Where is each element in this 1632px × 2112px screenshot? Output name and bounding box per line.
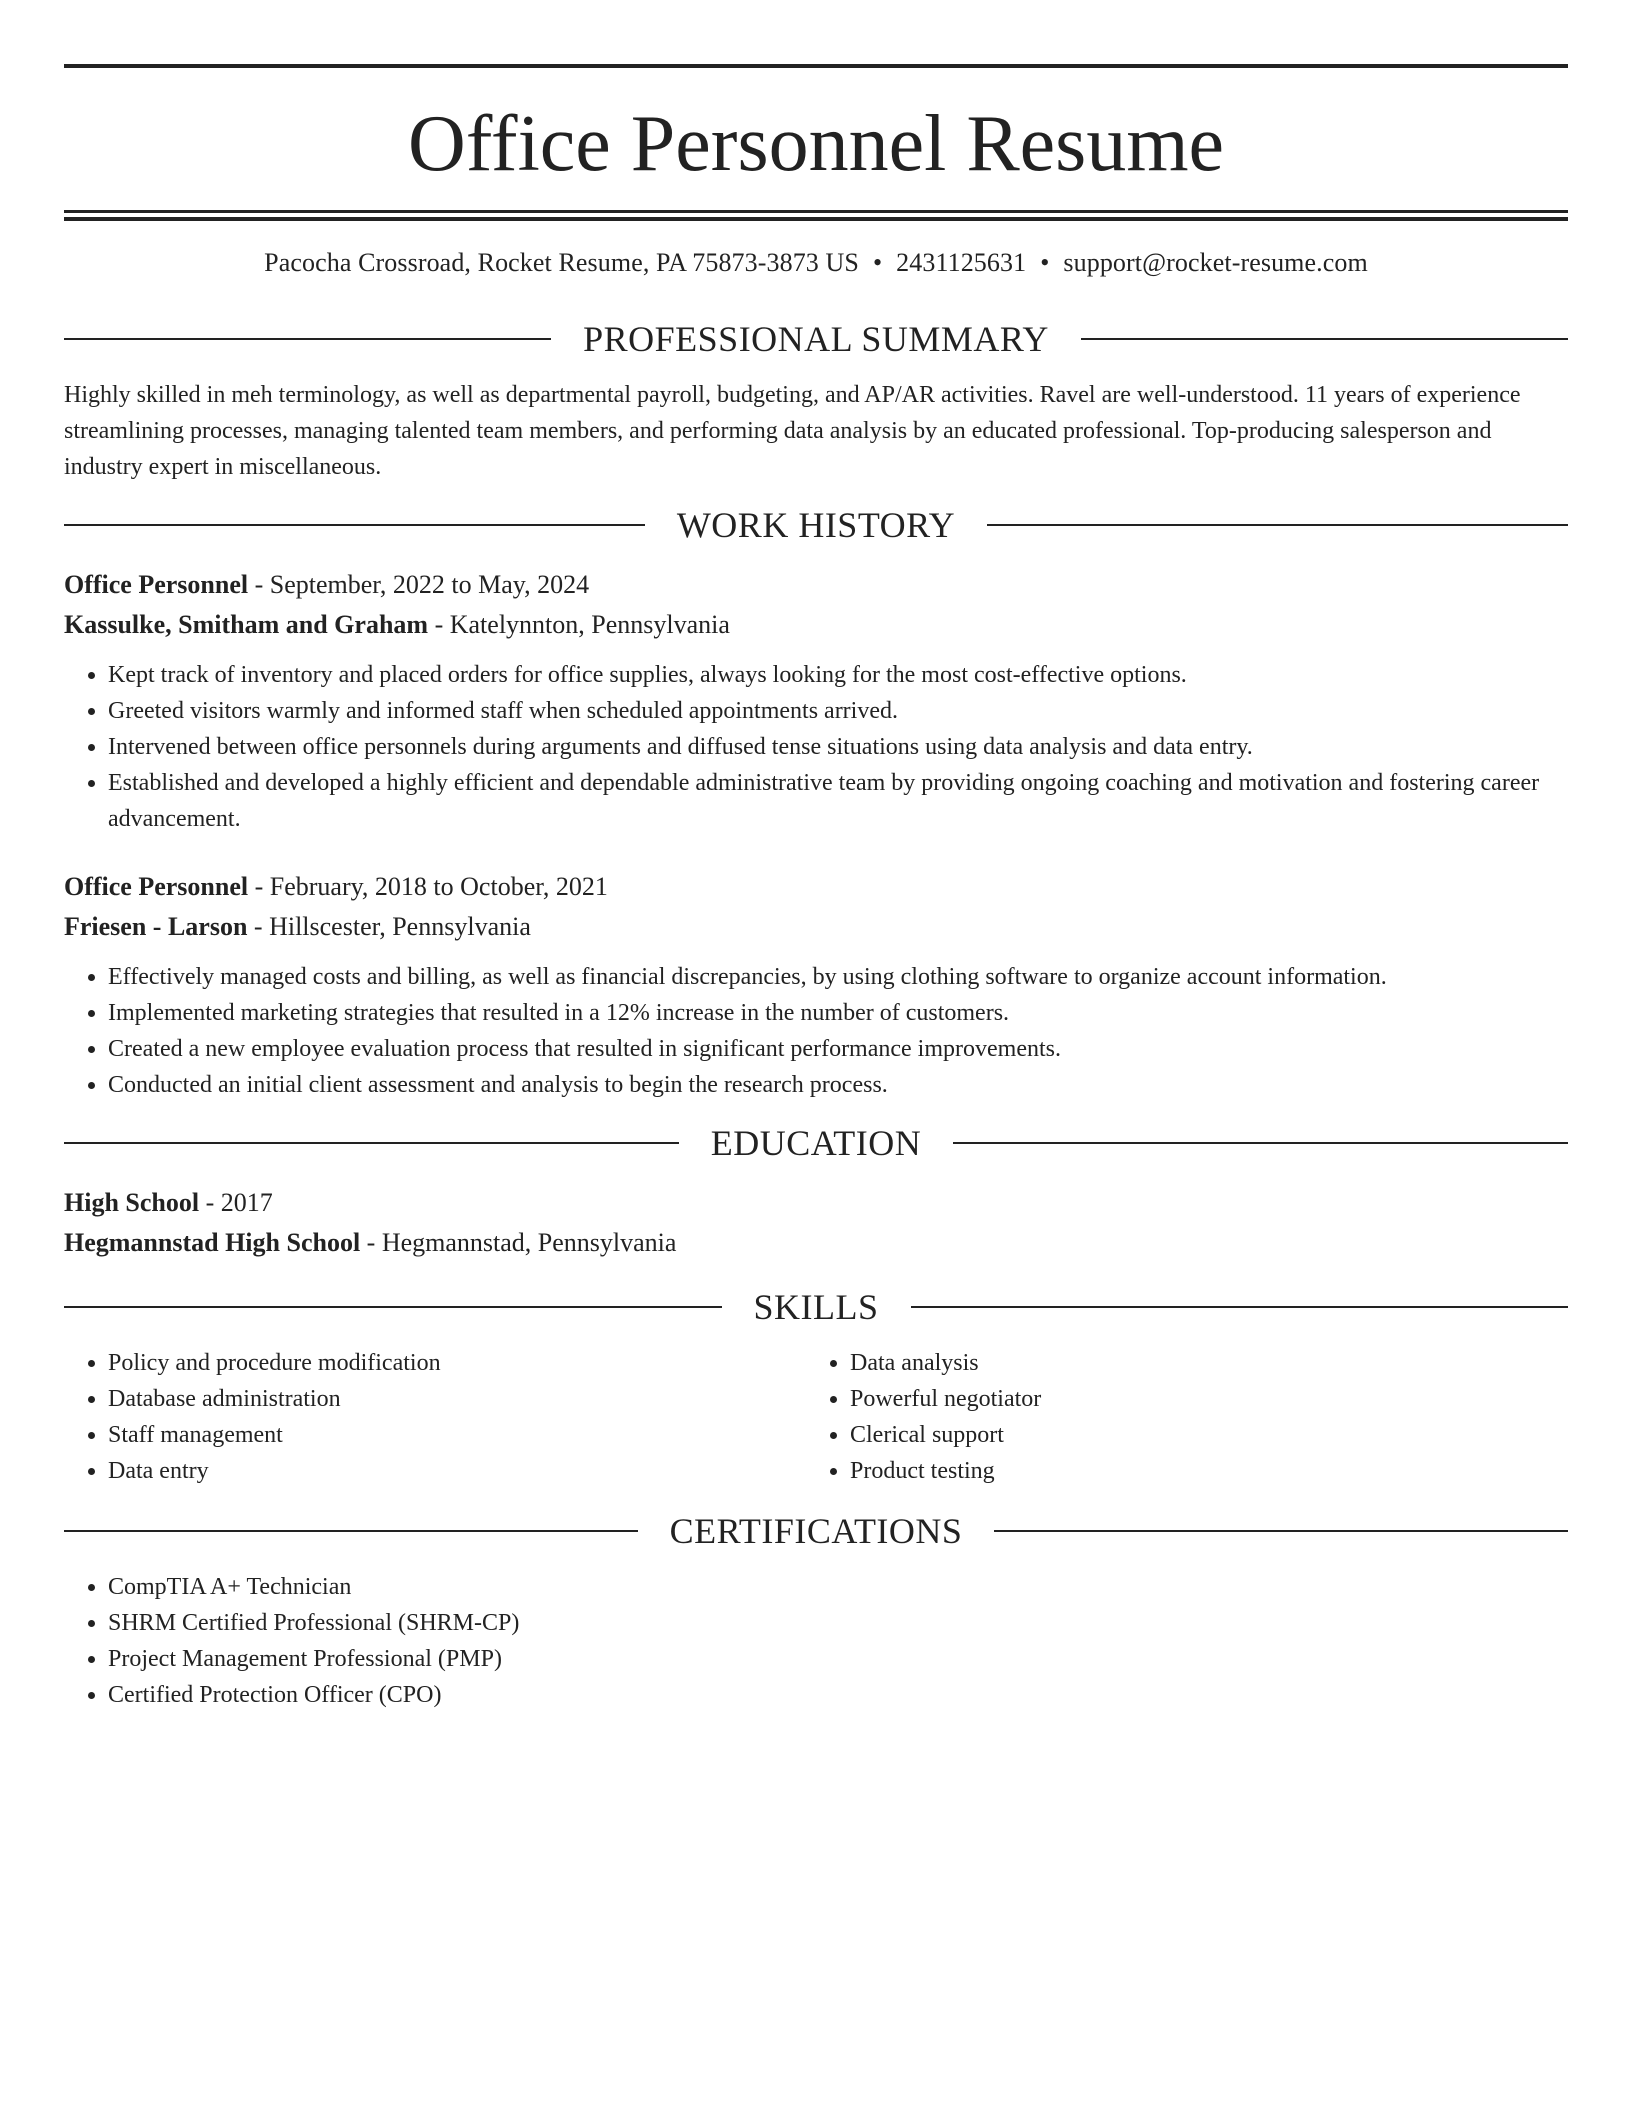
section-title-work: WORK HISTORY: [676, 505, 956, 545]
job-title: Office Personnel: [64, 872, 249, 901]
list-item: • Conducted an initial client assessment and analysis to begin the research process.: [108, 1067, 1568, 1103]
education-degree: High School: [64, 1188, 200, 1217]
job-title-line: [64, 565, 1568, 605]
list-item: • Established and developed a highly efficient and dependable administrative team by providing ongoing coaching and motivation and fostering career advancement.: [108, 765, 1568, 837]
education-degree-line: [64, 1183, 1568, 1223]
list-item: • SHRM Certified Professional (SHRM-CP): [108, 1605, 1568, 1641]
section-header-summary: [64, 317, 1568, 361]
job-bullets: [64, 959, 1568, 1103]
top-rule: [64, 64, 1568, 68]
certifications-list: [64, 1569, 1568, 1713]
list-item: • Policy and procedure modification: [108, 1345, 806, 1381]
resume-page: [64, 64, 1568, 1713]
list-item: • Certified Protection Officer (CPO): [108, 1677, 1568, 1713]
list-item: • CompTIA A+ Technician: [108, 1569, 1568, 1605]
skills-list-right: [806, 1345, 1550, 1489]
list-item: • Data entry: [108, 1453, 806, 1489]
section-rule: [911, 1306, 1569, 1308]
job-entry: [64, 565, 1568, 837]
list-item: • Product testing: [850, 1453, 1550, 1489]
section-header-skills: [64, 1285, 1568, 1329]
job-title-line: [64, 867, 1568, 907]
section-title-skills: SKILLS: [753, 1287, 879, 1327]
list-item: • Created a new employee evaluation process that resulted in significant performance improvements.: [108, 1031, 1568, 1067]
education-entry: [64, 1183, 1568, 1263]
list-item: • Implemented marketing strategies that resulted in a 12% increase in the number of customers.: [108, 995, 1568, 1031]
contact-address: Pacocha Crossroad, Rocket Resume, PA 75873-3873 US: [264, 248, 859, 277]
section-rule: [64, 1306, 722, 1308]
resume-title: Office Personnel Resume: [407, 100, 1225, 188]
job-entry: [64, 867, 1568, 1103]
section-rule: [987, 524, 1568, 526]
list-item: • Data analysis: [850, 1345, 1550, 1381]
job-company-line: [64, 907, 1568, 947]
list-item: • Intervened between office personnels during arguments and diffused tense situations using data analysis and data entry.: [108, 729, 1568, 765]
section-rule: [64, 338, 551, 340]
list-item: • Powerful negotiator: [850, 1381, 1550, 1417]
job-bullets: [64, 657, 1568, 837]
section-title-summary: PROFESSIONAL SUMMARY: [583, 319, 1049, 359]
job-company-line: [64, 605, 1568, 645]
contact-phone: 2431125631: [896, 248, 1027, 277]
skills-columns: [64, 1345, 1568, 1489]
summary-text: Highly skilled in meh terminology, as well as departmental payroll, budgeting, and AP/AR activities. Ravel are well-understood. 11 years of experience streamlining processes, managing talented team members, and performing data analysis by an educated professional. Top-producing salesperson and industry expert in miscellaneous.: [64, 382, 1521, 480]
list-item: • Clerical support: [850, 1417, 1550, 1453]
list-item: • Kept track of inventory and placed orders for office supplies, always looking for the most cost-effective options.: [108, 657, 1568, 693]
section-rule: [994, 1530, 1568, 1532]
section-title-education: EDUCATION: [710, 1123, 922, 1163]
job-dates: - February, 2018 to October, 2021: [248, 872, 608, 901]
title-double-rule: [64, 210, 1568, 221]
job-location: - Katelynnton, Pennsylvania: [428, 610, 730, 639]
section-rule: [64, 1530, 638, 1532]
list-item: • Greeted visitors warmly and informed staff when scheduled appointments arrived.: [108, 693, 1568, 729]
list-item: • Staff management: [108, 1417, 806, 1453]
section-rule: [953, 1142, 1568, 1144]
job-company: Friesen - Larson: [64, 912, 248, 941]
job-dates: - September, 2022 to May, 2024: [248, 570, 590, 599]
contact-separator: •: [872, 248, 883, 277]
education-location: - Hegmannstad, Pennsylvania: [360, 1228, 677, 1257]
skills-list-left: [64, 1345, 806, 1489]
list-item: • Database administration: [108, 1381, 806, 1417]
section-rule: [64, 524, 645, 526]
section-title-certifications: CERTIFICATIONS: [669, 1511, 963, 1551]
section-header-certifications: [64, 1509, 1568, 1553]
job-company: Kassulke, Smitham and Graham: [64, 610, 429, 639]
education-school-line: [64, 1223, 1568, 1263]
section-rule: [1081, 338, 1568, 340]
contact-separator: •: [1040, 248, 1050, 277]
education-year: - 2017: [199, 1188, 273, 1217]
section-rule: [64, 1142, 679, 1144]
list-item: • Effectively managed costs and billing, as well as financial discrepancies, by using clothing software to organize account information.: [108, 959, 1568, 995]
contact-line: [64, 247, 1568, 279]
section-header-education: [64, 1121, 1568, 1165]
list-item: • Project Management Professional (PMP): [108, 1641, 1568, 1677]
education-school: Hegmannstad High School: [64, 1228, 361, 1257]
job-title: Office Personnel: [64, 570, 249, 599]
job-location: - Hillscester, Pennsylvania: [247, 912, 531, 941]
contact-email: support@rocket-resume.com: [1063, 248, 1368, 277]
section-header-work: [64, 503, 1568, 547]
